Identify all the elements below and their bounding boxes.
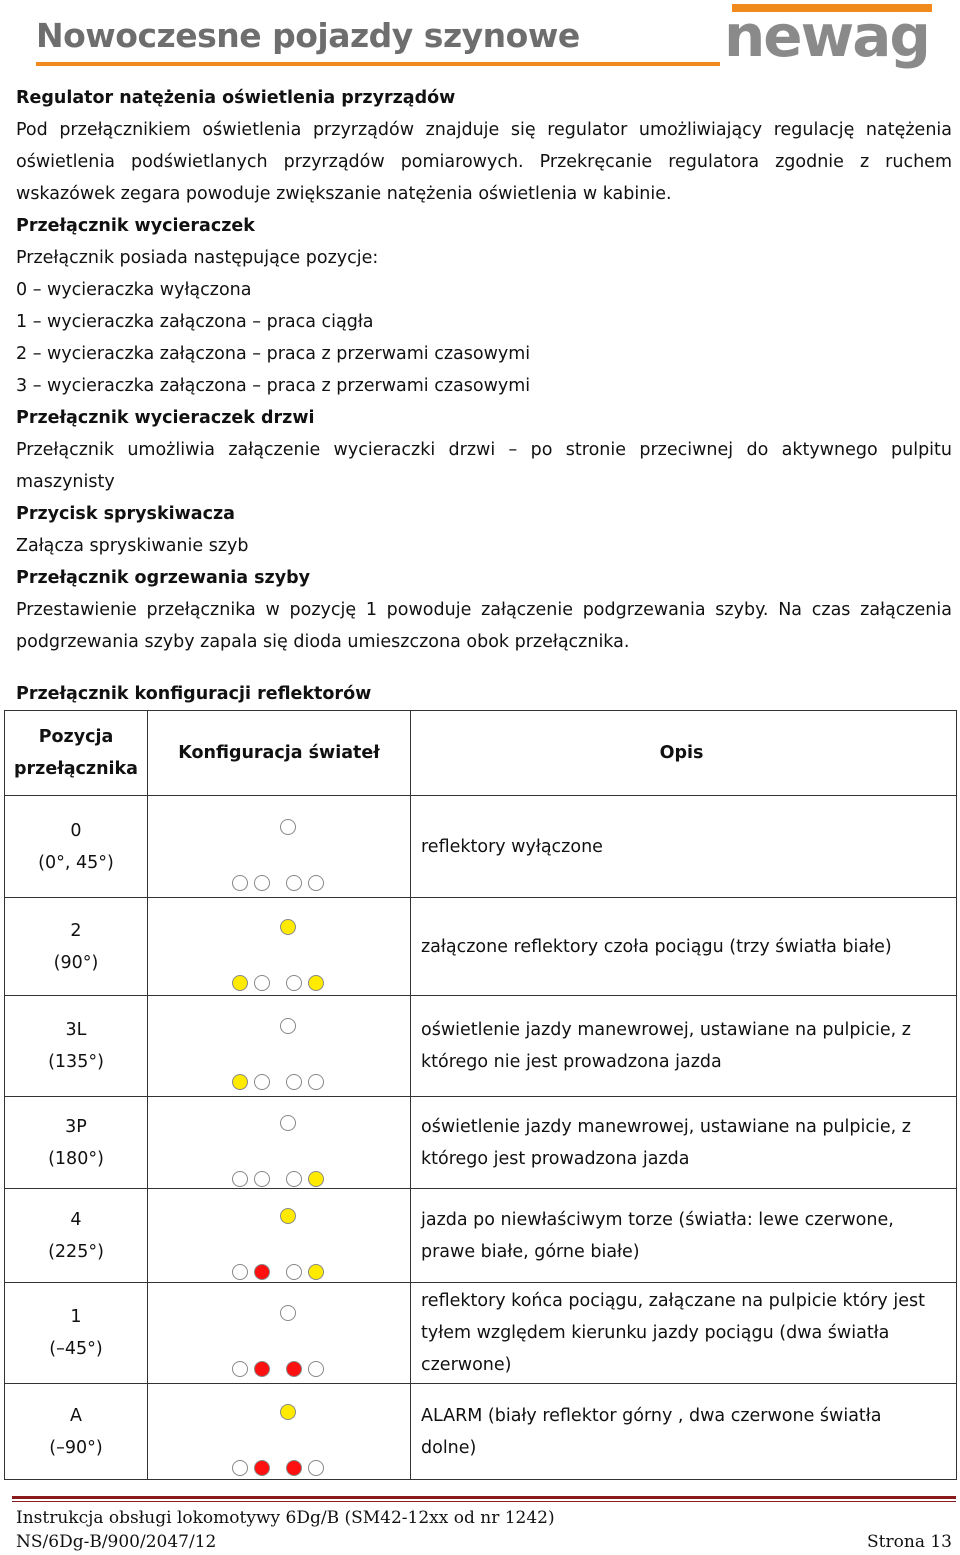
lamp-bottom-4-yellow bbox=[308, 1171, 324, 1187]
table-row bbox=[5, 1384, 957, 1480]
lights-cell bbox=[148, 898, 411, 996]
section-heading: Przełącznik wycieraczek bbox=[16, 216, 255, 236]
lamp-bottom-4-off bbox=[308, 1361, 324, 1377]
lamp-bottom-3-off bbox=[286, 1264, 302, 1280]
position-label: 3L bbox=[65, 1020, 87, 1040]
section-heading: Przełącznik ogrzewania szyby bbox=[16, 568, 311, 588]
lights-diagram bbox=[148, 1293, 410, 1373]
lamp-bottom-4-yellow bbox=[308, 1264, 324, 1280]
paragraph: Przestawienie przełącznika w pozycję 1 powoduje załączenie podgrzewania szyby. Na czas załączenia podgrzewania szyby zapala się dioda umieszczona obok przełącznika. bbox=[16, 600, 952, 652]
paragraph: 1 – wycieraczka załączona – praca ciągła bbox=[16, 312, 374, 332]
lamp-bottom-2-off bbox=[254, 975, 270, 991]
paragraph: 3 – wycieraczka załączona – praca z przerwami czasowymi bbox=[16, 376, 531, 396]
lamp-bottom-3-off bbox=[286, 1074, 302, 1090]
lamp-bottom-3-off bbox=[286, 1171, 302, 1187]
lamp-bottom-4-off bbox=[308, 875, 324, 891]
header-accent-bar bbox=[36, 62, 720, 66]
newag-logo bbox=[724, 4, 939, 68]
lights-diagram bbox=[148, 1196, 410, 1276]
lights-cell bbox=[148, 1189, 411, 1283]
reflector-config-table bbox=[4, 710, 957, 1480]
table-row bbox=[5, 996, 957, 1097]
lights-cell bbox=[148, 1283, 411, 1384]
footer-page-number: Strona 13 bbox=[867, 1532, 952, 1552]
position-angle: (–90°) bbox=[49, 1437, 103, 1458]
lamp-bottom-1-off bbox=[232, 1460, 248, 1476]
position-cell bbox=[5, 996, 148, 1097]
description-cell: załączone reflektory czoła pociągu (trzy światła białe) bbox=[411, 898, 957, 996]
section-heading: Przełącznik wycieraczek drzwi bbox=[16, 408, 315, 428]
lamp-top-off bbox=[280, 1305, 296, 1321]
footer-rule bbox=[12, 1496, 956, 1499]
description-cell: oświetlenie jazdy manewrowej, ustawiane na pulpicie, z którego nie jest prowadzona jazda bbox=[411, 996, 957, 1097]
table-row bbox=[5, 1283, 957, 1384]
lamp-bottom-4-off bbox=[308, 1460, 324, 1476]
lights-cell bbox=[148, 1384, 411, 1480]
paragraph: Załącza spryskiwanie szyb bbox=[16, 536, 249, 556]
lamp-bottom-4-yellow bbox=[308, 975, 324, 991]
lamp-bottom-1-off bbox=[232, 875, 248, 891]
paragraph: Pod przełącznikiem oświetlenia przyrządów znajduje się regulator umożliwiający regulację natężenia oświetlenia podświetlanych przyrządów pomiarowych. Przekręcanie regulatora zgodnie z ruchem wskazówek zegara powoduje zwiększanie natężenia oświetlenia w kabinie. bbox=[16, 120, 952, 204]
table-row bbox=[5, 898, 957, 996]
footer-rule-thin bbox=[12, 1501, 956, 1502]
lights-cell bbox=[148, 996, 411, 1097]
position-label: A bbox=[70, 1405, 82, 1426]
lamp-top-yellow bbox=[280, 1404, 296, 1420]
header-title: Nowoczesne pojazdy szynowe bbox=[36, 16, 580, 55]
lamp-bottom-2-off bbox=[254, 1074, 270, 1090]
header-position: Pozycja przełącznika bbox=[5, 711, 148, 796]
position-label: 0 bbox=[70, 820, 82, 841]
lights-diagram bbox=[148, 907, 410, 987]
page-footer bbox=[16, 1506, 952, 1554]
lights-cell bbox=[148, 796, 411, 898]
section-heading: Regulator natężenia oświetlenia przyrządów bbox=[16, 88, 456, 108]
section-heading: Przycisk spryskiwacza bbox=[16, 504, 235, 524]
description-cell: reflektory wyłączone bbox=[411, 796, 957, 898]
lights-cell bbox=[148, 1097, 411, 1189]
position-cell bbox=[5, 1384, 148, 1480]
lamp-top-off bbox=[280, 1018, 296, 1034]
lamp-bottom-2-red bbox=[254, 1361, 270, 1377]
lamp-bottom-1-off bbox=[232, 1171, 248, 1187]
lamp-top-off bbox=[280, 1115, 296, 1131]
document-body bbox=[16, 82, 952, 710]
position-cell bbox=[5, 1283, 148, 1384]
logo-text: newag bbox=[724, 2, 929, 70]
lamp-bottom-1-yellow bbox=[232, 975, 248, 991]
lights-diagram bbox=[148, 1006, 410, 1086]
page-header bbox=[0, 0, 960, 80]
table-row bbox=[5, 1097, 957, 1189]
lamp-top-yellow bbox=[280, 919, 296, 935]
position-angle: (90°) bbox=[53, 952, 99, 973]
position-angle: (135°) bbox=[48, 1052, 104, 1072]
spacer bbox=[16, 658, 952, 678]
position-label: 1 bbox=[70, 1307, 82, 1327]
lamp-bottom-1-off bbox=[232, 1264, 248, 1280]
lamp-bottom-3-red bbox=[286, 1361, 302, 1377]
paragraph: 0 – wycieraczka wyłączona bbox=[16, 280, 252, 300]
table-row bbox=[5, 796, 957, 898]
position-angle: (–45°) bbox=[49, 1339, 103, 1359]
lamp-bottom-2-off bbox=[254, 875, 270, 891]
position-label: 4 bbox=[70, 1209, 82, 1230]
header-lights: Konfiguracja świateł bbox=[148, 711, 411, 796]
position-label: 3P bbox=[65, 1116, 87, 1137]
position-cell bbox=[5, 898, 148, 996]
position-cell bbox=[5, 1189, 148, 1283]
lamp-top-off bbox=[280, 819, 296, 835]
paragraph: Przełącznik posiada następujące pozycje: bbox=[16, 248, 379, 268]
lamp-top-yellow bbox=[280, 1208, 296, 1224]
lights-diagram bbox=[148, 807, 410, 887]
paragraph: Przełącznik umożliwia załączenie wycieraczki drzwi – po stronie przeciwnej do aktywnego pulpitu maszynisty bbox=[16, 440, 952, 492]
lamp-bottom-3-off bbox=[286, 975, 302, 991]
lamp-bottom-4-off bbox=[308, 1074, 324, 1090]
lamp-bottom-2-off bbox=[254, 1171, 270, 1187]
description-cell: ALARM (biały reflektor górny , dwa czerwone światła dolne) bbox=[411, 1384, 957, 1480]
header-description: Opis bbox=[411, 711, 957, 796]
position-angle: (0°, 45°) bbox=[38, 852, 114, 873]
position-cell bbox=[5, 1097, 148, 1189]
lights-diagram bbox=[148, 1103, 410, 1183]
paragraph: 2 – wycieraczka załączona – praca z przerwami czasowymi bbox=[16, 344, 531, 364]
position-label: 2 bbox=[70, 920, 82, 941]
lamp-bottom-2-red bbox=[254, 1264, 270, 1280]
description-cell: reflektory końca pociągu, załączane na pulpicie który jest tyłem względem kierunku jazdy pociągu (dwa światła czerwone) bbox=[411, 1283, 957, 1384]
lights-diagram bbox=[148, 1392, 410, 1472]
footer-manual-title: Instrukcja obsługi lokomotywy 6Dg/B (SM42-12xx od nr 1242) bbox=[16, 1508, 555, 1528]
table-header-row bbox=[5, 711, 957, 796]
description-cell: jazda po niewłaściwym torze (światła: lewe czerwone, prawe białe, górne białe) bbox=[411, 1189, 957, 1283]
position-angle: (180°) bbox=[48, 1148, 104, 1169]
lamp-bottom-1-off bbox=[232, 1361, 248, 1377]
section-heading: Przełącznik konfiguracji reflektorów bbox=[16, 684, 372, 704]
position-cell bbox=[5, 796, 148, 898]
position-angle: (225°) bbox=[48, 1241, 104, 1262]
lamp-bottom-3-red bbox=[286, 1460, 302, 1476]
lamp-bottom-1-yellow bbox=[232, 1074, 248, 1090]
table-row bbox=[5, 1189, 957, 1283]
footer-doc-id: NS/6Dg-B/900/2047/12 bbox=[16, 1532, 217, 1552]
lamp-bottom-2-red bbox=[254, 1460, 270, 1476]
lamp-bottom-3-off bbox=[286, 875, 302, 891]
description-cell: oświetlenie jazdy manewrowej, ustawiane na pulpicie, z którego jest prowadzona jazda bbox=[411, 1097, 957, 1189]
